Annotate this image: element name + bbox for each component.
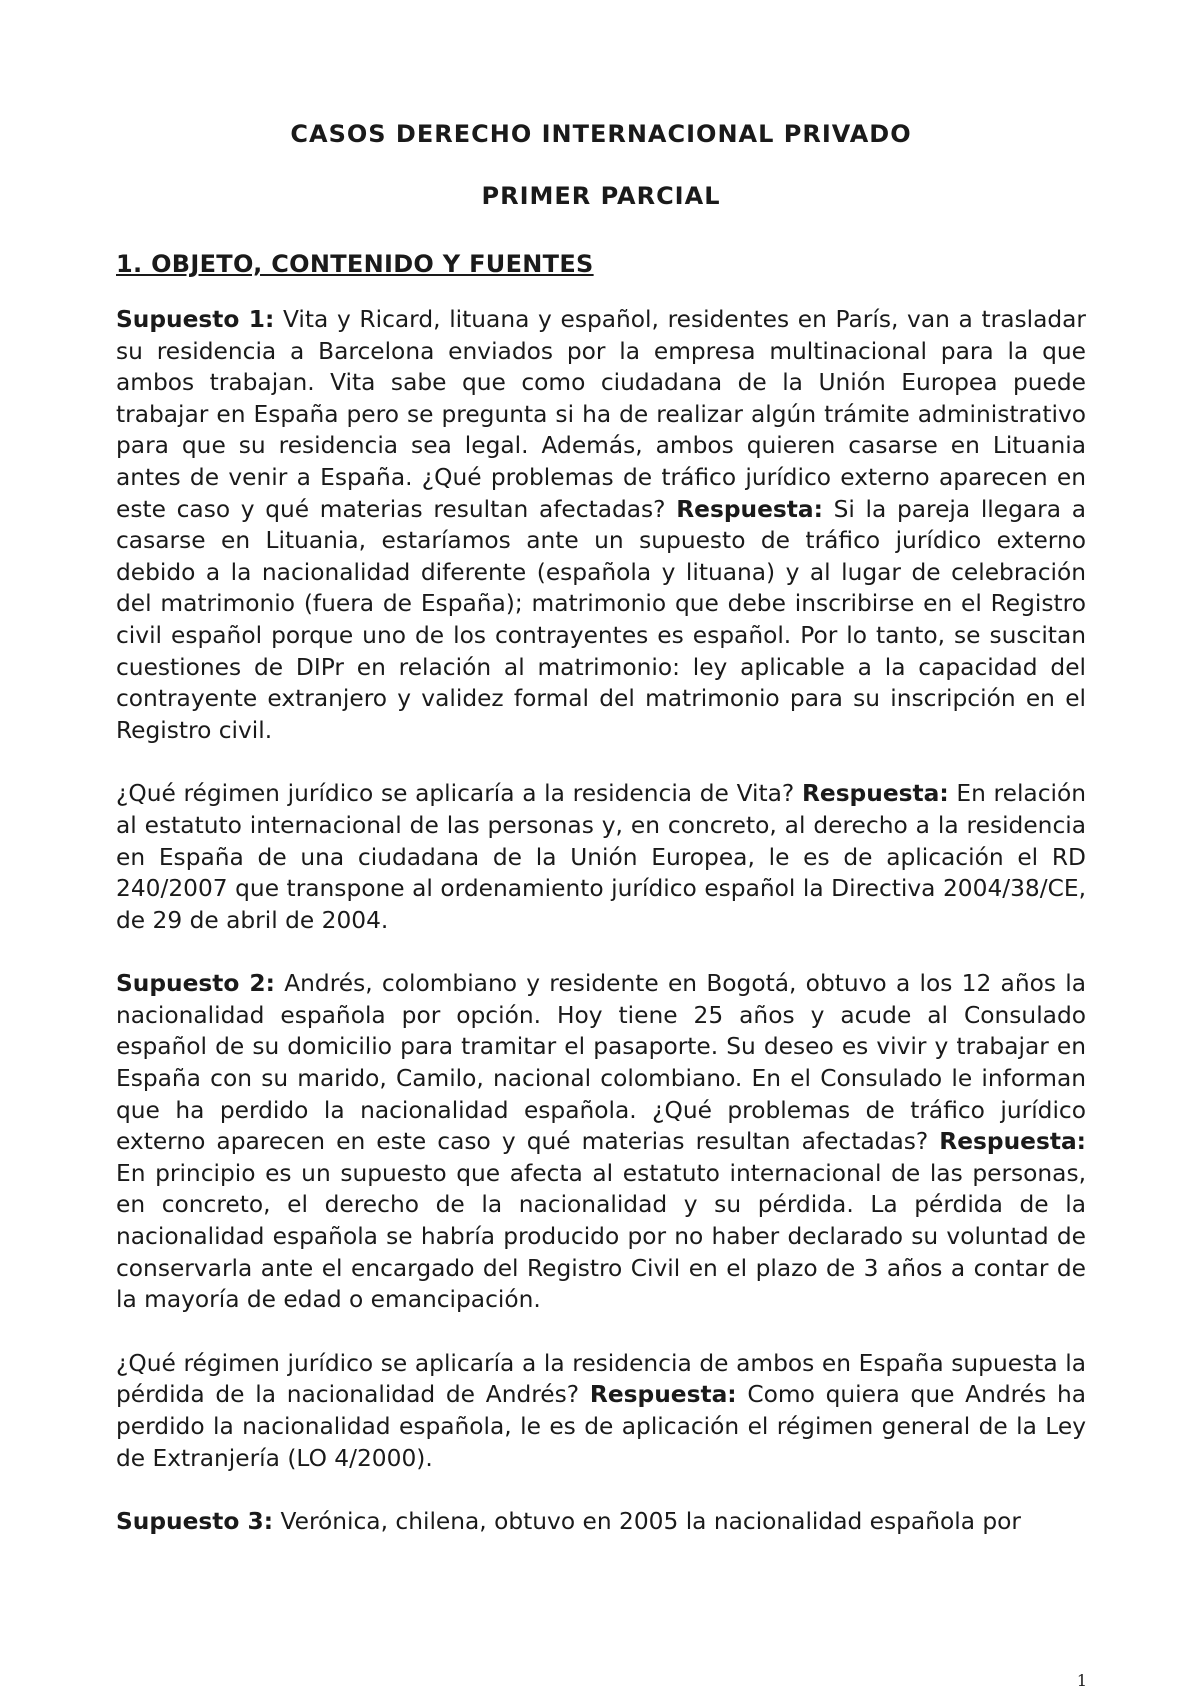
respuesta-label: Respuesta: <box>589 1381 737 1409</box>
paragraph-question-andres <box>116 1348 1086 1474</box>
page-number: 1 <box>1076 1671 1087 1690</box>
document-subtitle: PRIMER PARCIAL <box>481 182 721 210</box>
respuesta-label: Respuesta: <box>801 780 949 808</box>
supuesto-label: Supuesto 2: <box>116 970 275 998</box>
paragraph-supuesto-1 <box>116 304 1086 746</box>
paragraph-text: Verónica, chilena, obtuvo en 2005 la nacionalidad española por <box>273 1508 1021 1536</box>
paragraph-text: En relación al estatuto internacional de las personas y, en concreto, al derecho a la residencia en España de una ciudadana de la Unión Europea, le es de aplicación el RD 240/2007 que transpone al ordenamiento jurídico español la Directiva 2004/38/CE, de 29 de abril de 2004. <box>116 780 1086 934</box>
respuesta-label: Respuesta: <box>676 495 823 523</box>
document-title: CASOS DERECHO INTERNACIONAL PRIVADO <box>290 120 912 148</box>
supuesto-label: Supuesto 1: <box>116 306 275 333</box>
supuesto-label: Supuesto 3: <box>116 1508 274 1536</box>
paragraph-supuesto-2 <box>116 968 1086 1316</box>
paragraph-question-vita <box>116 778 1086 936</box>
document-page <box>116 118 1086 1538</box>
section-heading: 1. OBJETO, CONTENIDO Y FUENTES <box>116 250 594 278</box>
paragraph-text: ¿Qué régimen jurídico se aplicaría a la residencia de ambos en España supuesta la pérdida de la nacionalidad de Andrés? <box>116 1349 1086 1409</box>
paragraph-text: Vita y Ricard, lituana y español, residentes en París, van a trasladar su residencia a Barcelona enviados por la empresa multinacional para la que ambos trabajan. Vita sabe que como ciudadana de la Unión Europea puede trabajar en España pero se pregunta si ha de realizar algún trámite administrativo para que su residencia sea legal. Además, ambos quieren casarse en Lituania antes de venir a España. ¿Qué problemas de tráfico jurídico externo aparecen en este caso y qué materias resultan afectadas? <box>116 306 1087 523</box>
paragraph-text: ¿Qué régimen jurídico se aplicaría a la residencia de Vita? <box>116 780 802 808</box>
paragraph-text: Como quiera que Andrés ha perdido la nacionalidad española, le es de aplicación el régimen general de la Ley de Extranjería (LO 4/2000). <box>116 1381 1086 1472</box>
paragraph-text: Andrés, colombiano y residente en Bogotá, obtuvo a los 12 años la nacionalidad española por opción. Hoy tiene 25 años y acude al Consulado español de su domicilio para tramitar el pasaporte. Su deseo es vivir y trabajar en España con su marido, Camilo, nacional colombiano. En el Consulado le informan que ha perdido la nacionalidad española. ¿Qué problemas de tráfico jurídico externo aparecen en este caso y qué materias resultan afectadas? <box>116 970 1087 1156</box>
paragraph-text: Si la pareja llegara a casarse en Lituania, estaríamos ante un supuesto de tráfico jurídico externo debido a la nacionalidad diferente (española y lituana) y al lugar de celebración del matrimonio (fuera de España); matrimonio que debe inscribirse en el Registro civil español porque uno de los contrayentes es español. Por lo tanto, se suscitan cuestiones de DIPr en relación al matrimonio: ley aplicable a la capacidad del contrayente extranjero y validez formal del matrimonio para su inscripción en el Registro civil. <box>116 495 1086 744</box>
paragraph-text: En principio es un supuesto que afecta al estatuto internacional de las personas, en concreto, el derecho de la nacionalidad y su pérdida. La pérdida de la nacionalidad española se habría producido por no haber declarado su voluntad de conservarla ante el encargado del Registro Civil en el plazo de 3 años a contar de la mayoría de edad o emancipación. <box>116 1159 1086 1314</box>
respuesta-label: Respuesta: <box>939 1128 1086 1156</box>
paragraph-supuesto-3 <box>116 1506 1086 1538</box>
